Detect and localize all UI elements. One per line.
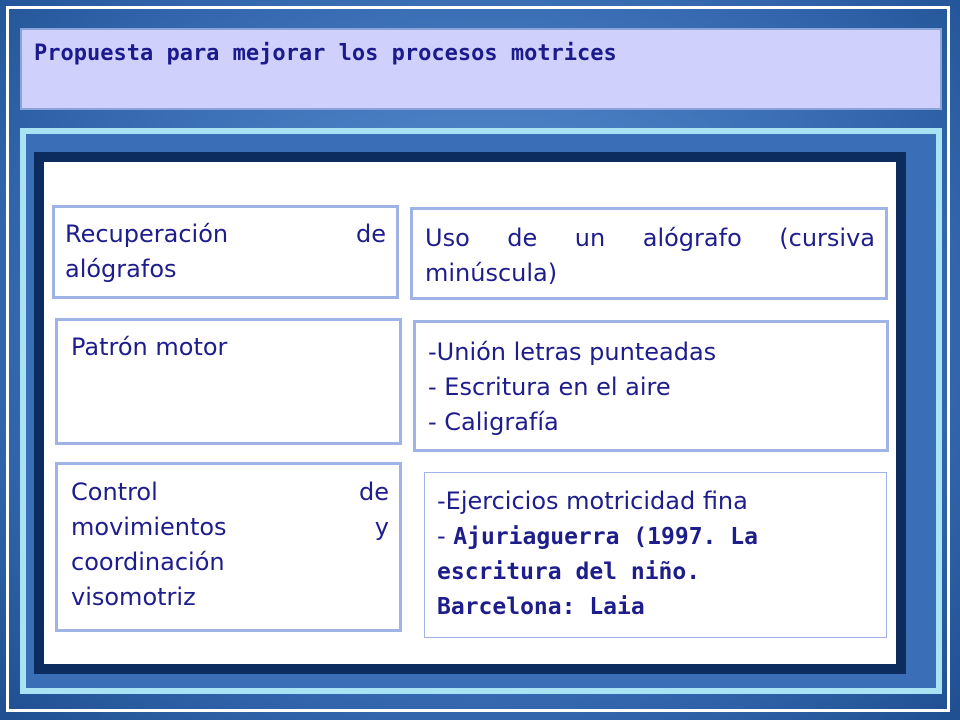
label-text: Patrón motor (71, 333, 228, 361)
detail-line: minúscula) (425, 259, 558, 287)
reference-text: Barcelona: Laia (437, 594, 645, 620)
reference-text: Ajuriaguerra (1997. La (453, 524, 758, 550)
label-line: alógrafos (65, 255, 177, 283)
label-line: coordinación (71, 548, 225, 576)
title-bar (20, 28, 942, 110)
label-box-patron-motor (55, 318, 402, 445)
dash-prefix: - (437, 522, 454, 550)
list-item: - Escritura en el aire (428, 373, 671, 401)
label-line: movimientos y (71, 513, 389, 541)
label-box-recuperacion (52, 205, 399, 299)
list-item: -Ejercicios motricidad fina (437, 487, 748, 515)
reference-text: escritura del niño. (437, 559, 701, 585)
detail-line: Uso de un alógrafo (cursiva (425, 224, 875, 252)
label-line: Control de (71, 478, 389, 506)
detail-box-exercises (413, 320, 889, 452)
label-line: Recuperación de (65, 220, 386, 248)
list-item: -Unión letras punteadas (428, 338, 717, 366)
detail-box-reference (424, 472, 887, 638)
slide-title: Propuesta para mejorar los procesos motrices (34, 41, 617, 66)
detail-box-alografo (410, 207, 888, 300)
label-line: visomotriz (71, 583, 196, 611)
label-box-control (55, 462, 402, 632)
reference-line (437, 519, 876, 555)
list-item: - Caligrafía (428, 408, 559, 436)
